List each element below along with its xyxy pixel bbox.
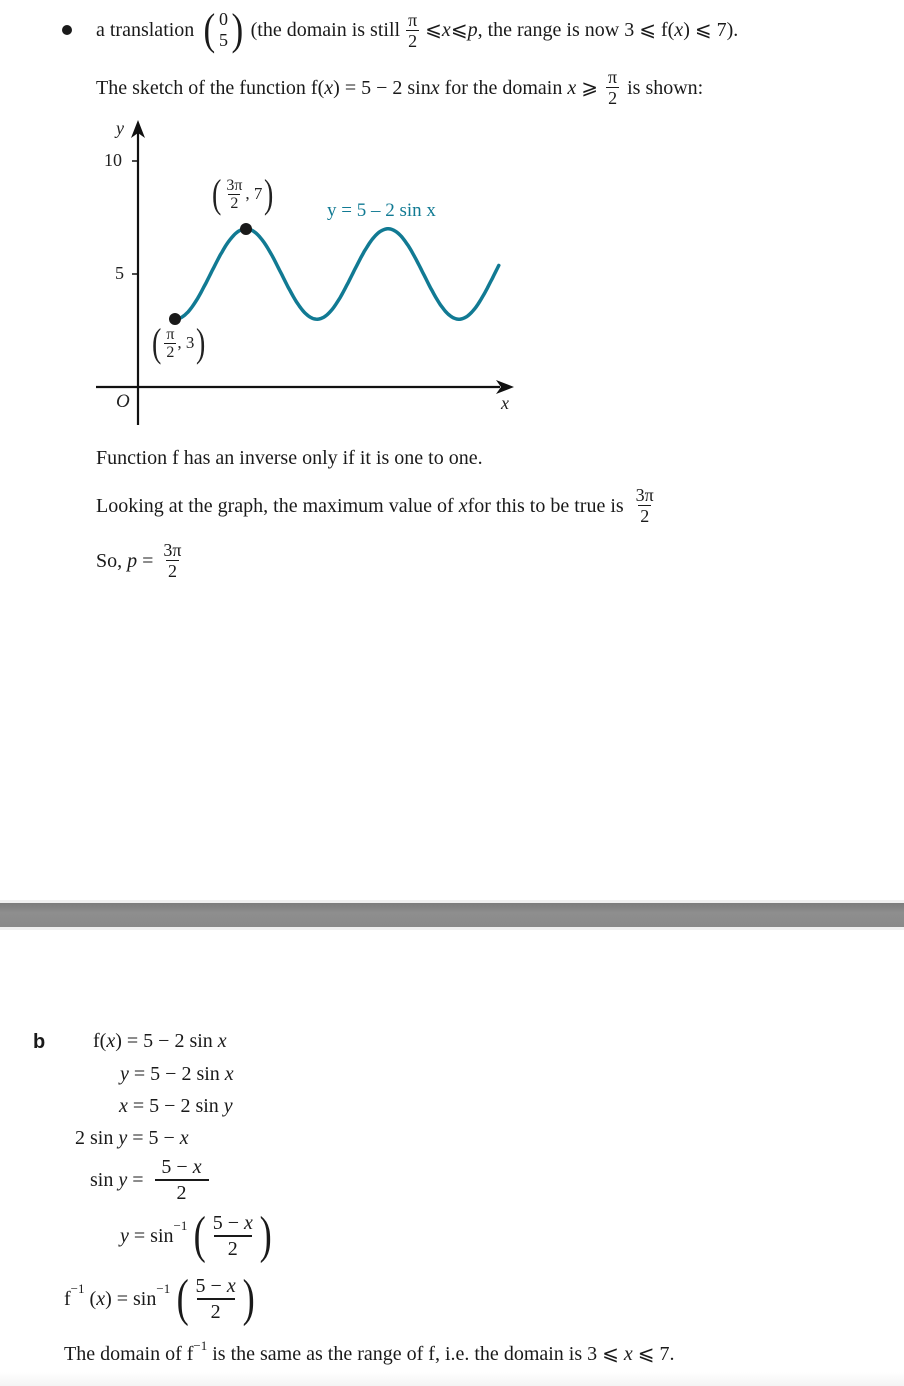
- function-graph: [0, 0, 904, 440]
- x-axis-label: x: [501, 393, 509, 413]
- p-conclusion: So, p = $\frac{3\pi}{2}$: [96, 540, 182, 581]
- max-value-fraction: $\frac{3\pi}{2}$: [635, 485, 654, 526]
- max-value-statement: Looking at the graph, the maximum value of x for this to be true is $\frac{3\pi}{2}$: [96, 485, 654, 526]
- domain-text: (the domain is still: [250, 19, 401, 41]
- point-max-label: ( $\frac{3\pi}{2}$ , 7 ): [211, 171, 274, 216]
- working-line-7: f $^{-1}$ ( x ) = sin $^{-1}$ ( $\frac{5 - x}{2}$ ): [64, 1270, 255, 1327]
- section-separator: [0, 900, 904, 930]
- y-tick-label-5: 5: [115, 263, 124, 283]
- part-b-label: b: [33, 1031, 46, 1053]
- working-line-1: f(x) = 5 − 2 sin x: [93, 1030, 227, 1052]
- vector-top: 0: [218, 9, 228, 29]
- point-min-label: ( $\frac{\pi}{2}$ , 3 ): [151, 320, 206, 365]
- p-fraction: $\frac{3\pi}{2}$: [163, 540, 182, 581]
- working-line-6: y = sin $^{-1}$ ( $\frac{5 - x}{2}$ ): [120, 1207, 272, 1264]
- translation-prefix: a translation: [96, 19, 195, 41]
- vector-right-paren: ): [231, 5, 244, 54]
- y-tick-label-10: 10: [104, 150, 122, 170]
- sketch-domain-fraction: $\frac{\pi}{2}$: [608, 67, 618, 108]
- working-line-5: sin y = $\frac{5 - x}{2}$: [90, 1155, 212, 1205]
- y-axis-label: y: [116, 118, 124, 138]
- inverse-domain-statement: The domain of $f^{-1}$ is the same as the range of f, i.e. the domain is 3 ⩽ x ⩽ 7.: [64, 1338, 675, 1365]
- vector-left-paren: (: [203, 5, 216, 54]
- domain-fraction: $\frac{\pi}{2}$: [408, 9, 418, 51]
- point-max-marker: [240, 223, 252, 235]
- curve-label: y = 5 – 2 sin x: [327, 200, 436, 221]
- working-line-3: x = 5 − 2 sin y: [119, 1095, 233, 1117]
- origin-label: O: [116, 391, 130, 412]
- working-line-4: 2 sin y = 5 − x: [75, 1127, 189, 1149]
- vector-bottom: 5: [218, 30, 228, 50]
- y-axis: [131, 120, 145, 425]
- x-axis: [96, 380, 514, 394]
- translation-bullet-item: a translation ( 0 5 ) (the domain is still $\frac{\pi}{2}$ ⩽ x ⩽ p , the range is now 3 ⩽ f( x ) ⩽ 7).: [96, 5, 739, 54]
- one-to-one-statement: Function f has an inverse only if it is one to one.: [96, 447, 483, 469]
- working-line-2: y = 5 − 2 sin x: [120, 1063, 234, 1085]
- sketch-sentence: The sketch of the function f( x ) = 5 − 2 sin x for the domain x ⩾ $\frac{\pi}{2}$ is shown:: [96, 67, 704, 108]
- page-bottom-fade: [0, 1372, 904, 1386]
- sine-curve: [175, 229, 499, 319]
